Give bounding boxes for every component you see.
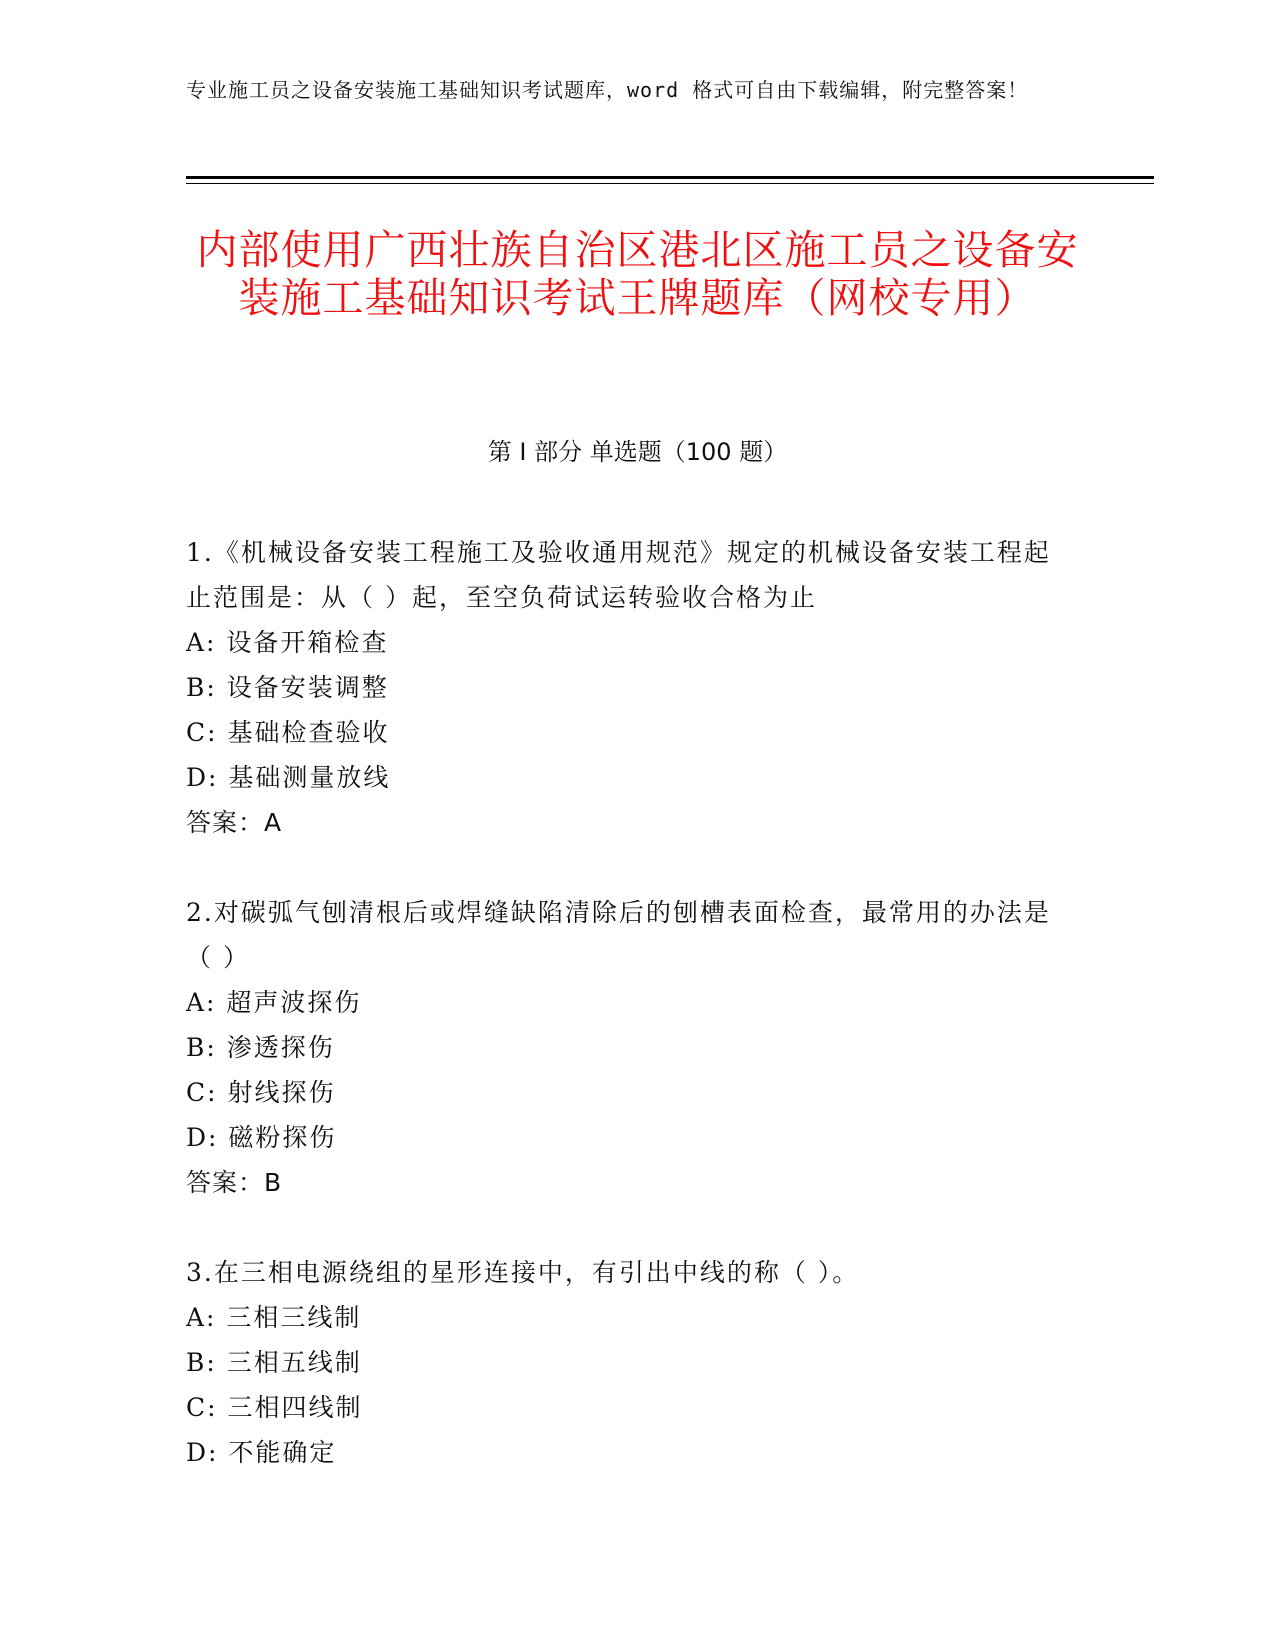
option-c: C: 基础检查验收 [186, 718, 390, 747]
option-d: D: 不能确定 [186, 1438, 337, 1467]
question-list [186, 530, 1066, 1475]
question-stem: 1.《机械设备安装工程施工及验收通用规范》规定的机械设备安装工程起止范围是：从（ ）起，至空负荷试运转验收合格为止 [186, 538, 1051, 612]
option-d: D: 磁粉探伤 [186, 1123, 337, 1152]
header-rule-thin [186, 183, 1154, 184]
document-title: 内部使用广西壮族自治区港北区施工员之设备安装施工基础知识考试王牌题库（网校专用） [196, 226, 1079, 322]
option-b: B: 三相五线制 [186, 1348, 362, 1377]
option-a: A: 超声波探伤 [186, 988, 362, 1017]
option-b: B: 设备安装调整 [186, 673, 389, 702]
option-a: A: 设备开箱检查 [186, 628, 389, 657]
option-c: C: 射线探伤 [186, 1078, 336, 1107]
header-note: 专业施工员之设备安装施工基础知识考试题库，word 格式可自由下载编辑，附完整答案！ [186, 78, 1029, 102]
option-c: C: 三相四线制 [186, 1393, 363, 1422]
question-1 [186, 530, 1066, 845]
option-a: A: 三相三线制 [186, 1303, 362, 1332]
question-stem: 3.在三相电源绕组的星形连接中，有引出中线的称（ ）。 [186, 1258, 860, 1287]
option-b: B: 渗透探伤 [186, 1033, 335, 1062]
answer: 答案：A [186, 808, 283, 837]
answer: 答案：B [186, 1168, 283, 1197]
section-heading: 第 I 部分 单选题（100 题） [487, 438, 788, 466]
option-d: D: 基础测量放线 [186, 763, 391, 792]
question-gap [186, 845, 1066, 890]
question-3 [186, 1250, 1066, 1475]
question-2 [186, 890, 1066, 1205]
question-stem: 2.对碳弧气刨清根后或焊缝缺陷清除后的刨槽表面检查，最常用的办法是（ ） [186, 898, 1051, 972]
header-rule-thick [186, 176, 1154, 179]
question-gap [186, 1205, 1066, 1250]
